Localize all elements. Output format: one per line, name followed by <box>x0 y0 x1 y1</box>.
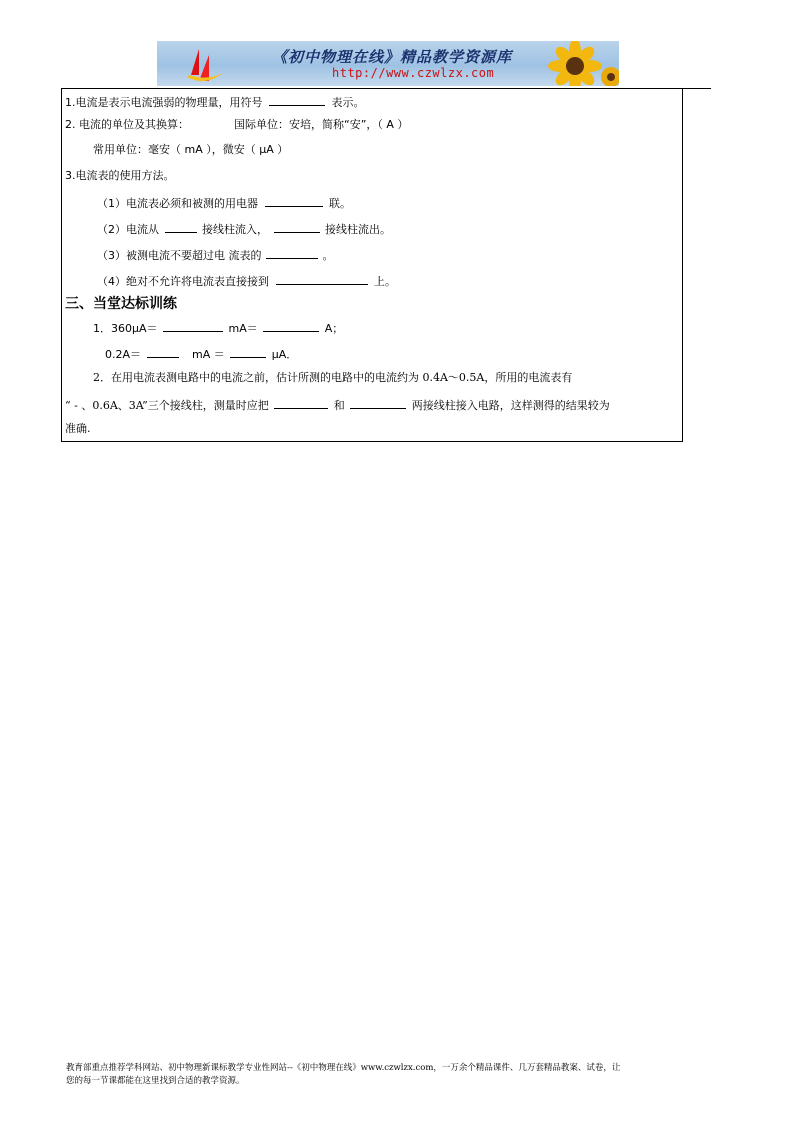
page-footer <box>66 1062 716 1088</box>
blank-symbol <box>269 94 325 106</box>
q1b-text-c: μA． <box>271 348 298 361</box>
q1a-text-b: mA＝ <box>228 322 258 335</box>
line-6-text-b: 接线柱流入， <box>202 223 268 236</box>
q1b-text-a: 0.2A＝ <box>105 348 142 361</box>
question-2a: 2．在用电流表测电路中的电流之前，估计所测的电路中的电流约为 0.4A～0.5A，所用的电流表有 <box>93 371 573 384</box>
line-7 <box>97 247 334 263</box>
line-7-text-a: （3）被测电流不要超过电 流表的 <box>97 249 262 262</box>
banner-title: 《初中物理在线》精品教学资源库 <box>272 48 513 66</box>
line-4: 3.电流表的使用方法。 <box>65 169 175 182</box>
blank-out-terminal <box>274 221 320 233</box>
content-box <box>61 88 683 442</box>
site-logo <box>185 47 225 85</box>
line-2 <box>65 118 408 132</box>
line-5-text-b: 联。 <box>329 197 351 210</box>
sunflower-image <box>535 41 619 86</box>
line-1-text-a: 1.电流是表示电流强弱的物理量，用符号 <box>65 96 263 109</box>
line-5 <box>97 195 351 211</box>
question-2c: 准确. <box>65 422 91 435</box>
line-8 <box>97 273 396 289</box>
blank-terminal-2 <box>350 397 406 409</box>
question-1b <box>105 346 297 362</box>
blank-connection <box>265 195 323 207</box>
q1b-text-b: mA ＝ <box>192 348 225 361</box>
line-2-text-a: 2. 电流的单位及其换算： <box>65 118 189 131</box>
q1a-text-a: 1．360μA＝ <box>93 322 158 335</box>
line-1-text-b: 表示。 <box>331 96 365 109</box>
q2b-text-c: 两接线柱接入电路，这样测得的结果较为 <box>411 399 610 412</box>
header-banner <box>157 41 619 86</box>
banner-url[interactable]: http://www.czwlzx.com <box>332 66 495 80</box>
q2b-text-b: 和 <box>333 399 345 412</box>
line-6 <box>97 221 391 237</box>
blank-source <box>276 273 368 285</box>
line-3: 常用单位：毫安（ mA ），微安（ μA ） <box>93 143 289 156</box>
line-7-text-b: 。 <box>322 249 334 262</box>
line-2-text-b: 国际单位：安培，简称“安”，（ A ） <box>234 118 409 131</box>
blank-in-terminal <box>165 221 197 233</box>
line-8-text-a: （4）绝对不允许将电流表直接接到 <box>97 275 269 288</box>
blank-ma-2 <box>147 346 179 358</box>
section-heading: 三、当堂达标训练 <box>65 296 177 312</box>
line-6-text-a: （2）电流从 <box>97 223 159 236</box>
blank-a <box>263 320 319 332</box>
q2b-text-a: “ - 、0.6A、3A”三个接线柱，测量时应把 <box>65 399 269 412</box>
footer-line-1: 教育部重点推荐学科网站、初中物理新课标教学专业性网站--《初中物理在线》www.czwlzx.com，一万余个精品课件、几万套精品教案、试卷，让 <box>66 1063 621 1073</box>
blank-range <box>266 247 318 259</box>
line-1 <box>65 94 365 110</box>
question-1a <box>93 320 343 336</box>
blank-ua <box>230 346 266 358</box>
line-8-text-b: 上。 <box>374 275 396 288</box>
q1a-text-c: A； <box>324 322 344 335</box>
footer-line-2: 您的每一节课都能在这里找到合适的教学资源。 <box>66 1076 245 1086</box>
blank-ma <box>163 320 223 332</box>
line-5-text-a: （1）电流表必须和被测的用电器 <box>97 197 258 210</box>
blank-terminal-1 <box>274 397 328 409</box>
question-2b <box>65 397 610 413</box>
line-6-text-c: 接线柱流出。 <box>325 223 391 236</box>
